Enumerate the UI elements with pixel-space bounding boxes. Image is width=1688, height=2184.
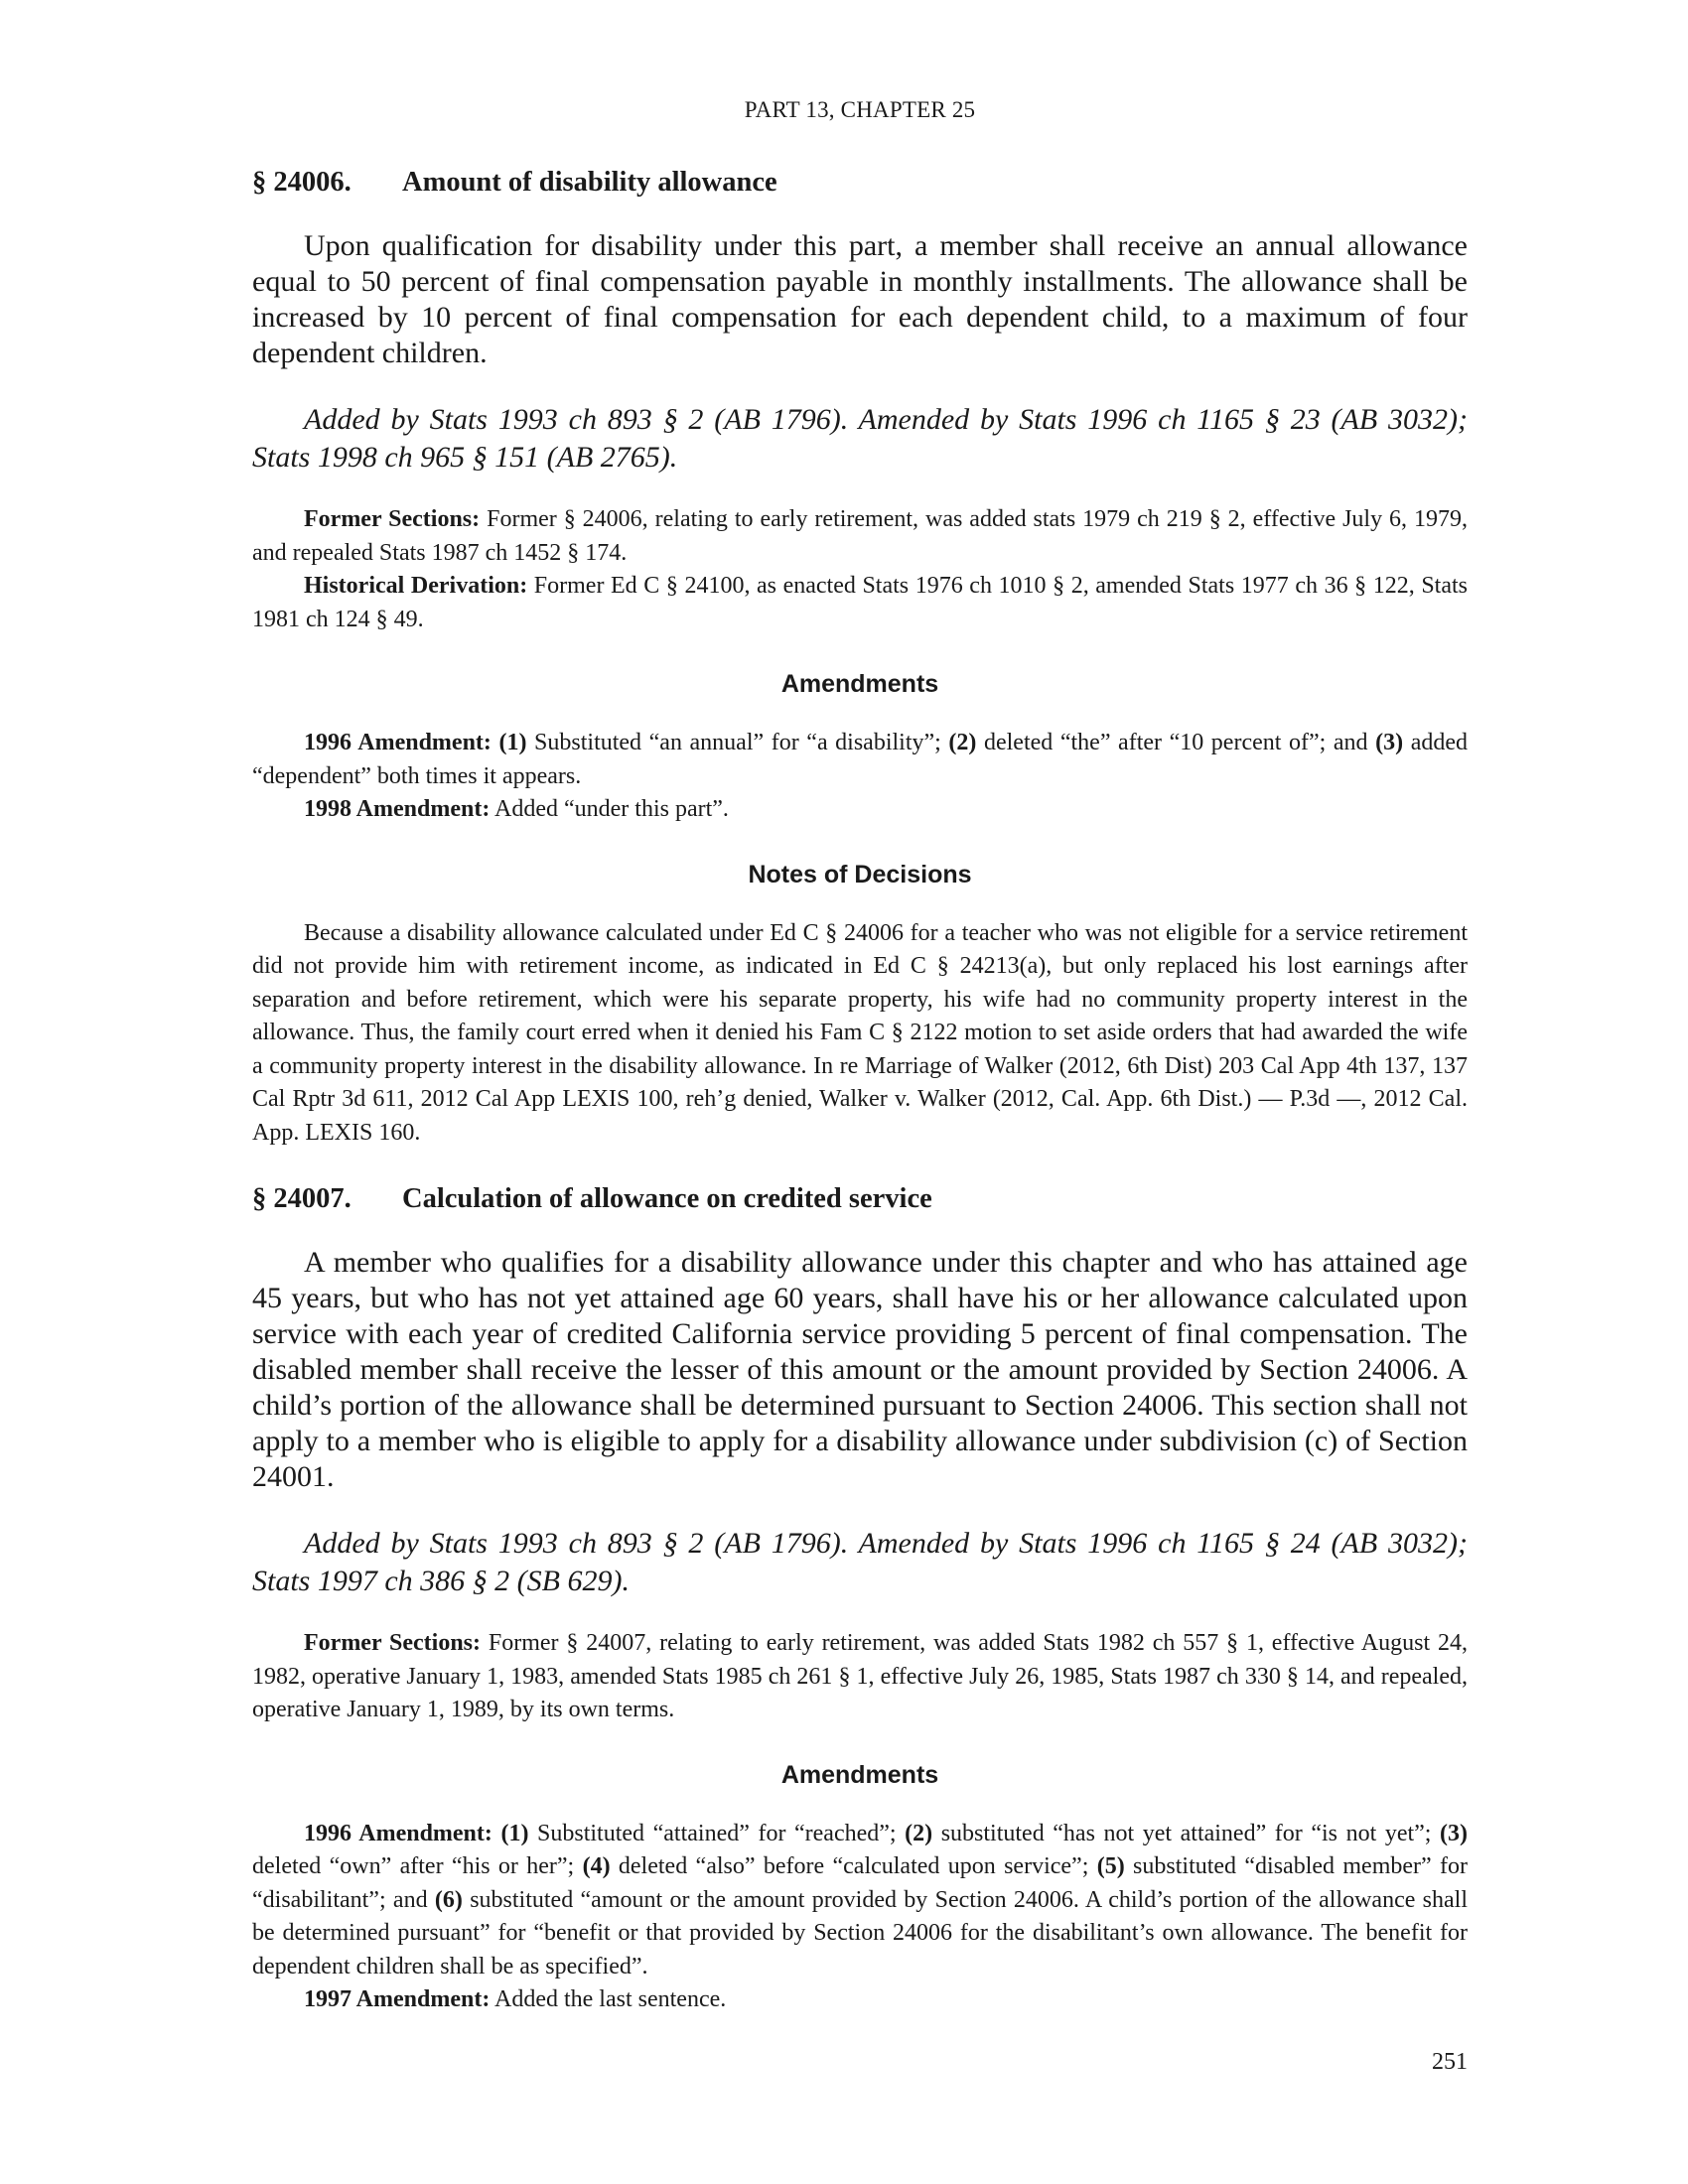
section-title: Calculation of allowance on credited service bbox=[402, 1183, 932, 1214]
decision-note: Because a disability allowance calculated under Ed C § 24006 for a teacher who was not eligible for a service retirement did not provide him with retirement income, as indicated in Ed C § 24213(a), but only replaced his lost earnings after separation and before retirement, which were his separate property, his wife had no community property interest in the allowance. Thus, the family court erred when it denied his Fam C § 2122 motion to set aside orders that had awarded the wife a community property interest in the disability allowance. In re Marriage of Walker (2012, 6th Dist) 203 Cal App 4th 137, 137 Cal Rptr 3d 611, 2012 Cal App LEXIS 100, reh’g denied, Walker v. Walker (2012, Cal. App. 6th Dist.) — P.3d —, 2012 Cal. App. LEXIS 160. bbox=[252, 919, 1468, 1146]
amendment-1997 bbox=[252, 1983, 1468, 2017]
item-number: (4) bbox=[582, 1853, 611, 1879]
historical-derivation-note bbox=[252, 570, 1468, 636]
amendment-text: deleted “own” after “his or her”; bbox=[252, 1853, 583, 1879]
amendment-lead: 1996 Amendment: bbox=[304, 1820, 492, 1846]
amendment-text: deleted “the” after “10 percent of”; and bbox=[976, 730, 1376, 755]
amendment-text: Added the last sentence. bbox=[490, 1986, 727, 2012]
note-text: Former Ed C § 24100, as enacted Stats 1976 ch 1010 § 2, amended Stats 1977 ch 36 § 122, Stats 1981 ch 124 § 49. bbox=[252, 573, 1468, 632]
item-number: (2) bbox=[948, 730, 977, 755]
amendments-24006 bbox=[252, 727, 1468, 827]
amendment-1996 bbox=[252, 1818, 1468, 1984]
amendments-heading: Amendments bbox=[780, 1760, 939, 1789]
item-number: (3) bbox=[1375, 730, 1404, 755]
note-text: Former § 24007, relating to early retirement, was added Stats 1982 ch 557 § 1, effective August 24, 1982, operative January 1, 1983, amended Stats 1985 ch 261 § 1, effective July 26, 1985, Stats 1987 ch 330 § 14, and repealed, operative January 1, 1989, by its own terms. bbox=[252, 1630, 1469, 1722]
item-number: (1) bbox=[500, 1820, 529, 1846]
section-number: § 24007. bbox=[252, 1183, 352, 1214]
source-notes-24007 bbox=[252, 1627, 1468, 1727]
note-lead: Former Sections: bbox=[304, 506, 481, 532]
section-heading-24006 bbox=[252, 167, 1468, 199]
source-notes-24006 bbox=[252, 503, 1468, 636]
page-number: 251 bbox=[1432, 2049, 1468, 2075]
item-number: (2) bbox=[905, 1820, 933, 1846]
statute-text-24006: Upon qualification for disability under this part, a member shall receive an annual allowance equal to 50 percent of final compensation payable in monthly installments. The allowance shall be increased by 10 percent of final compensation for each dependent child, to a maximum of four dependent children. bbox=[252, 229, 1468, 369]
item-number: (6) bbox=[434, 1886, 463, 1913]
amendment-text: substituted “has not yet attained” for “is not yet”; bbox=[932, 1820, 1441, 1846]
item-number: (1) bbox=[498, 730, 527, 755]
amendment-1996 bbox=[252, 727, 1468, 793]
amendment-text: added “dependent” both times it appears. bbox=[252, 730, 1468, 789]
notes-of-decisions-heading: Notes of Decisions bbox=[748, 860, 972, 888]
note-lead: Former Sections: bbox=[304, 1630, 482, 1656]
amendment-lead: 1997 Amendment: bbox=[304, 1986, 491, 2012]
running-head: PART 13, CHAPTER 25 bbox=[744, 97, 976, 122]
section-number: § 24006. bbox=[252, 167, 352, 198]
section-heading-24007 bbox=[252, 1183, 1468, 1215]
page-content bbox=[252, 97, 1468, 2051]
amendment-lead: 1996 Amendment: bbox=[304, 730, 492, 755]
amendment-text: deleted “also” before “calculated upon service”; bbox=[610, 1853, 1097, 1879]
section-title: Amount of disability allowance bbox=[402, 167, 777, 198]
note-text: Former § 24006, relating to early retirement, was added stats 1979 ch 219 § 2, effective July 6, 1979, and repealed Stats 1987 ch 1452 § 174. bbox=[252, 506, 1469, 566]
amendment-text: Substituted “attained” for “reached”; bbox=[528, 1820, 906, 1846]
item-number: (3) bbox=[1440, 1820, 1469, 1846]
amendment-lead: 1998 Amendment: bbox=[304, 796, 491, 822]
statute-text-24007: A member who qualifies for a disability allowance under this chapter and who has attained age 45 years, but who has not yet attained age 60 years, shall have his or her allowance calculated upon service with each year of credited California service providing 5 percent of final compensation. The disabled member shall receive the lesser of this amount or the amount provided by Section 24006. A child’s portion of the allowance shall be determined pursuant to Section 24006. This section shall not apply to a member who is eligible to apply for a disability allowance under subdivision (c) of Section 24001. bbox=[252, 1246, 1468, 1493]
amendment-text: substituted “amount or the amount provided by Section 24006. A child’s portion of the allowance shall be determined pursuant” for “benefit or that provided by Section 24006 for the disabilitant’s own allowance. The benefit for dependent children shall be as specified”. bbox=[252, 1886, 1469, 1979]
history-note-24007: Added by Stats 1993 ch 893 § 2 (AB 1796). Amended by Stats 1996 ch 1165 § 24 (AB 3032); Stats 1997 ch 386 § 2 (SB 629). bbox=[252, 1527, 1468, 1597]
amendment-1998 bbox=[252, 793, 1468, 827]
note-lead: Historical Derivation: bbox=[304, 573, 528, 599]
amendments-heading: Amendments bbox=[780, 670, 939, 698]
item-number: (5) bbox=[1096, 1853, 1125, 1879]
amendment-text: Substituted “an annual” for “a disability”; bbox=[526, 730, 949, 755]
history-note-24006: Added by Stats 1993 ch 893 § 2 (AB 1796). Amended by Stats 1996 ch 1165 § 23 (AB 3032); Stats 1998 ch 965 § 151 (AB 2765). bbox=[252, 403, 1468, 474]
former-sections-note bbox=[252, 503, 1468, 570]
amendments-24007 bbox=[252, 1818, 1468, 2017]
amendment-text: substituted “disabled member” for “disabilitant”; and bbox=[252, 1853, 1468, 1913]
amendment-text: Added “under this part”. bbox=[490, 796, 729, 822]
former-sections-note bbox=[252, 1627, 1468, 1727]
